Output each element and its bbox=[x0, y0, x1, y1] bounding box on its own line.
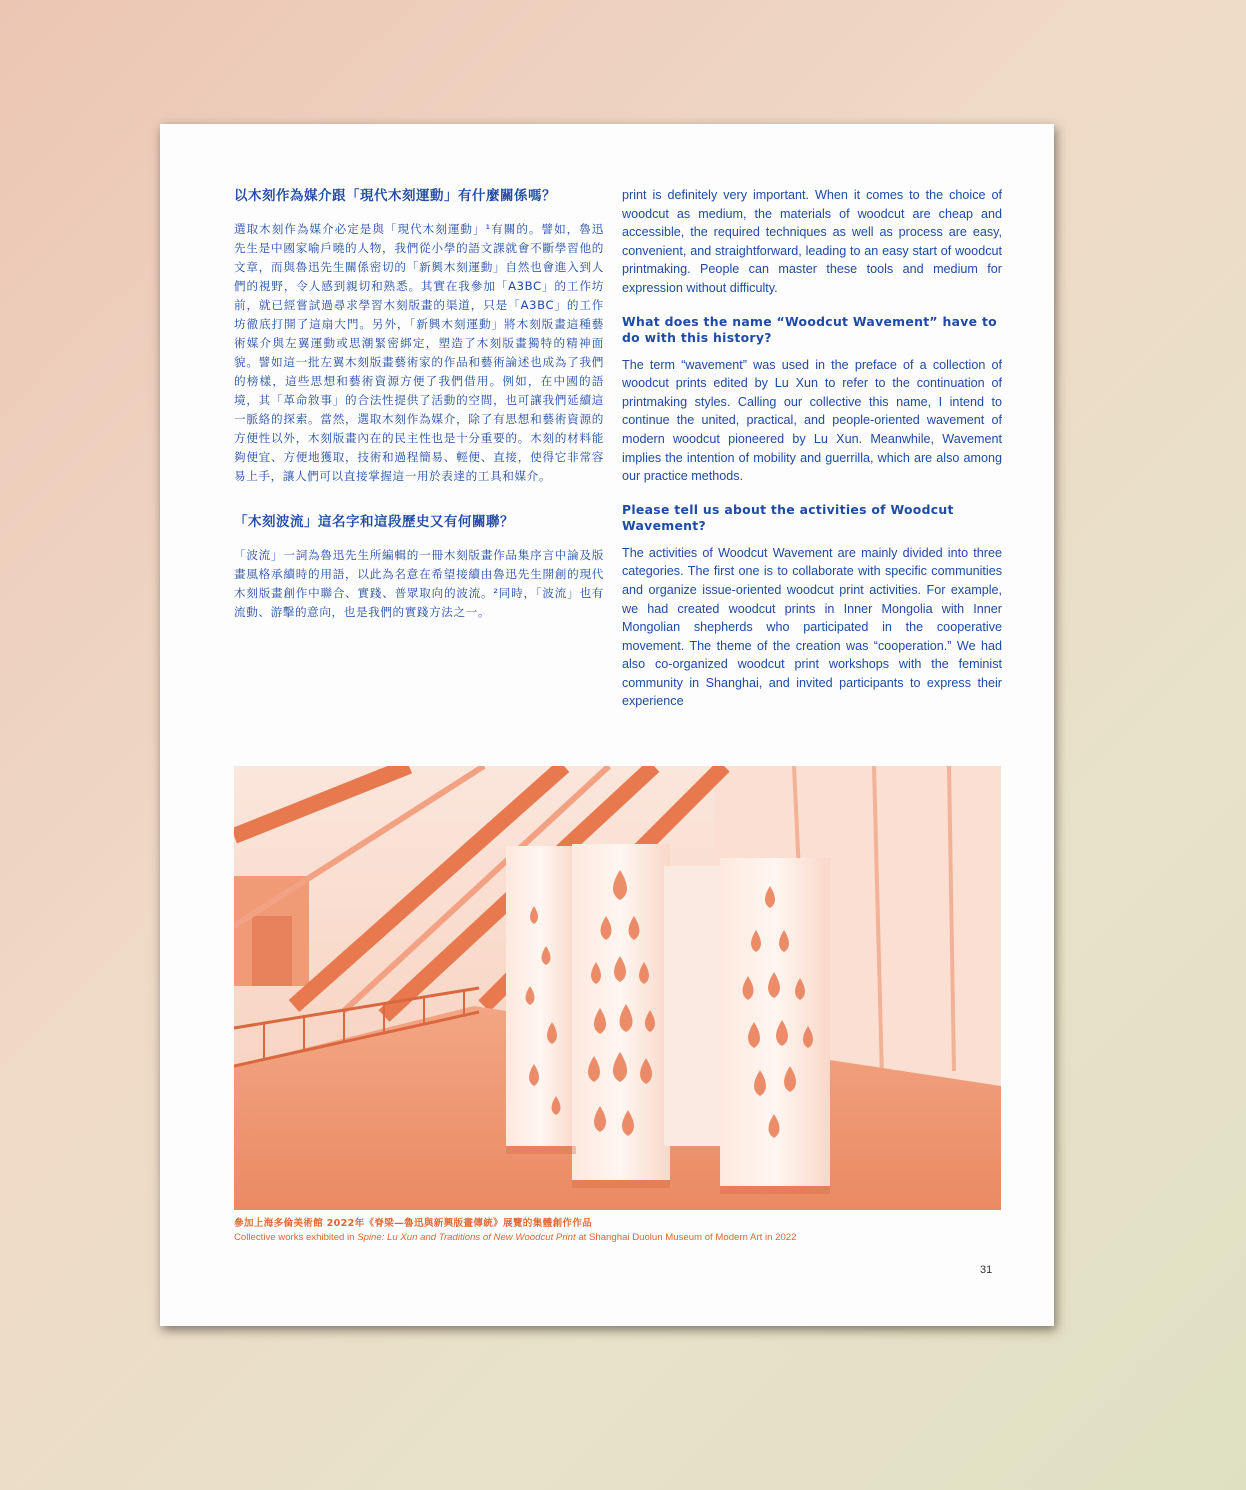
caption-exhibition-title: Spine: Lu Xun and Traditions of New Woodcut Print bbox=[357, 1232, 576, 1243]
zh-heading-wavement-name: 「木刻波流」這名字和這段歷史又有何關聯？ bbox=[234, 514, 514, 530]
en-paragraph-continued: print is definitely very important. When it comes to the choice of woodcut as medium, the materials of woodcut are cheap and accessible, the required techniques as well as process are easy, convenient, and straightforward, leading to an easy start of woodcut printmaking. People can master these tools and medium for expression without difficulty. bbox=[622, 188, 1002, 295]
caption-english bbox=[234, 1231, 1014, 1245]
caption-chinese: 參加上海多倫美術館 2022年《脊梁—魯迅與新興版畫傳統》展覽的集體創作作品 bbox=[234, 1218, 593, 1229]
magazine-page bbox=[160, 124, 1054, 1326]
en-heading-wavement-name: What does the name “Woodcut Wavement” have to do with this history? bbox=[622, 313, 997, 345]
zh-paragraph-woodcut-medium: 選取木刻作為媒介必定是與「現代木刻運動」¹有關的。譬如，魯迅先生是中國家喻戶曉的人物，我們從小學的語文課就會不斷學習他的文章，而與魯迅先生關係密切的「新興木刻運動」自然也會進入到人們的視野，令人感到親切和熟悉。其實在我參加「A3BC」的工作坊前，就已經嘗試過尋求學習木刻版畫的渠道，只是「A3BC」的工作坊徹底打開了這扇大門。另外，「新興木刻運動」將木刻版畫這種藝術媒介與左翼運動或思潮緊密綁定，塑造了木刻版畫獨特的精神面貌。譬如這一批左翼木刻版畫藝術家的作品和藝術論述也成為了我們的榜樣，這些思想和藝術資源方便了我們借用。例如，在中國的語境，其「革命敘事」的合法性提供了活動的空間，也可讓我們延續這一脈絡的探索。當然，選取木刻作為媒介，除了有思想和藝術資源的方便性以外，木刻版畫內在的民主性也是十分重要的。木刻的材料能夠便宜、方便地獲取，技術和過程簡易、輕便、直接，使得它非常容易上手，讓人們可以直接掌握這一用於表達的工具和媒介。 bbox=[234, 222, 604, 483]
page-number: 31 bbox=[980, 1264, 993, 1276]
caption-english-prefix: Collective works exhibited in bbox=[234, 1232, 358, 1243]
zh-heading-woodcut-medium: 以木刻作為媒介跟「現代木刻運動」有什麼關係嗎？ bbox=[234, 188, 556, 204]
caption-english-suffix: at Shanghai Duolun Museum of Modern Art in 2022 bbox=[575, 1232, 797, 1243]
photo-caption bbox=[234, 1216, 1014, 1245]
zh-paragraph-wavement-name: 「波流」一詞為魯迅先生所編輯的一冊木刻版畫作品集序言中論及版畫風格承續時的用語，以此為名意在希望接續由魯迅先生開創的現代木刻版畫創作中聯合、實踐、普眾取向的波流。²同時，「波流」也有流動、游擊的意向，也是我們的實踐方法之一。 bbox=[234, 548, 604, 619]
exhibition-photo bbox=[234, 766, 1001, 1210]
en-heading-activities: Please tell us about the activities of Woodcut Wavement? bbox=[622, 501, 954, 533]
right-column-english bbox=[622, 186, 1002, 711]
en-paragraph-activities: The activities of Woodcut Wavement are mainly divided into three categories. The first one is to collaborate with specific communities and organize issue-oriented woodcut print activities. For example, we had created woodcut prints in Inner Mongolia with Inner Mongolian shepherds who participated in the cooperative movement. The theme of the creation was “cooperation.” We had also co-organized woodcut print workshops with the feminist community in Shanghai, and invited participants to express their experience bbox=[622, 545, 1002, 709]
en-paragraph-wavement-name: The term “wavement” was used in the preface of a collection of woodcut prints edited by Lu Xun to refer to the continuation of printmaking styles. Calling our collective this name, I intend to continue the united, practical, and people-oriented wavement of modern woodcut pioneered by Lu Xun. Meanwhile, Wavement implies the intention of mobility and guerrilla, which are also among our practice methods. bbox=[622, 357, 1002, 484]
left-column-chinese bbox=[234, 186, 604, 622]
